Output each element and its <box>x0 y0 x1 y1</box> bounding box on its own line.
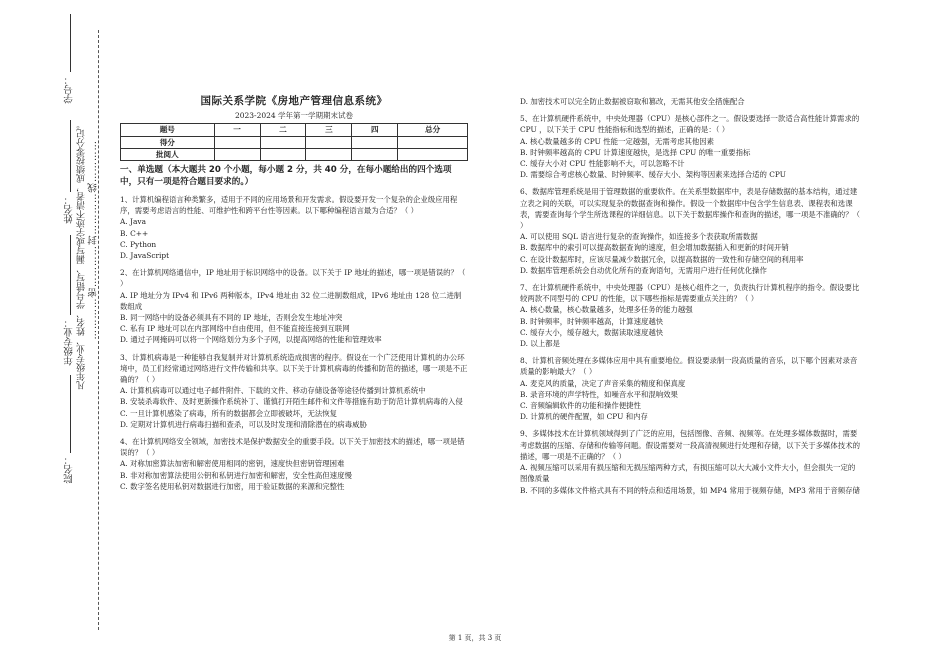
answer-option: A. 计算机病毒可以通过电子邮件附件、下载的文件、移动存储设备等途径传播到计算机系统中 <box>120 386 426 396</box>
school-label: 院名： <box>64 455 75 484</box>
score-cell <box>214 136 260 148</box>
th-1: 一 <box>214 124 260 136</box>
name-blank <box>70 120 71 192</box>
answer-option: B. 录音环境的声学特性，如噪音水平和混响效果 <box>520 389 678 399</box>
question <box>520 186 860 276</box>
answer-option: D. 数据库管理系统会自动优化所有的查询语句，无需用户进行任何优化操作 <box>520 265 767 275</box>
answer-option: C. 私有 IP 地址可以在内部网络中自由使用，但不能直接连接到互联网 <box>120 324 350 334</box>
page-footer: 第 1 页，共 3 页 <box>448 634 502 642</box>
student-no-blank <box>70 14 71 72</box>
answer-option: B. 时钟频率越高的 CPU 计算速度越快，是选择 CPU 的唯一重要指标 <box>520 147 751 157</box>
answer-option: B. 同一网络中的设备必须具有不同的 IP 地址，否则会发生地址冲突 <box>120 313 343 323</box>
row-label: 得分 <box>121 136 215 148</box>
grader-cell <box>306 148 352 160</box>
th-2: 二 <box>260 124 306 136</box>
exam-subtitle: 2023-2024 学年第一学期期末试卷 <box>234 111 354 121</box>
question-stem: 9、多媒体技术在计算机领域得到了广泛的应用，包括图像、音频、视频等。在处理多媒体数据时，需要考虑数据的压缩、存储和传输等问题。假设需要对一段高清视频进行处理和存储，以下关于多媒体技术的描述，哪一项是不正确的？（ ） <box>520 429 860 461</box>
question <box>520 282 860 349</box>
question <box>120 267 468 345</box>
grader-row <box>121 148 468 160</box>
answer-option: A. 核心数量越多的 CPU 性能一定越强，无需考虑其他因素 <box>520 136 715 146</box>
th-3: 三 <box>306 124 352 136</box>
right-column <box>520 96 860 496</box>
score-cell <box>398 136 468 148</box>
answer-option: B. 非对称加密算法使用公钥和私钥进行加密和解密，安全性高但速度慢 <box>120 470 352 480</box>
section-title: 一、单选题（本大题共 20 个小题，每小题 2 分，共 40 分，在每小题给出的四个选项中，只有一项是符合题目要求的。） <box>120 165 452 188</box>
answer-option: C. 在设计数据库时，应该尽量减少数据冗余，以提高数据的一致性和存储空间的利用率 <box>520 254 804 264</box>
score-table <box>120 123 468 161</box>
question-stem: 6、数据库管理系统是用于管理数据的重要软件。在关系型数据库中，表是存储数据的基本结构，通过建立表之间的关联，可以实现复杂的数据查询和操作。假设一个数据库中包含学生信息表、课程表和选课表，需要查询每个学生所选课程的详细信息。以下关于数据库操作和查询的描述，哪一项是不准确的？（ ） <box>520 187 860 231</box>
question-stem: 4、在计算机网络安全领域，加密技术是保护数据安全的重要手段。以下关于加密技术的描述，哪一项是错误的？（ ） <box>120 437 465 458</box>
th-4: 四 <box>352 124 398 136</box>
question <box>120 194 468 261</box>
answer-option: C. 缓存大小，缓存越大，数据读取速度越快 <box>520 327 664 337</box>
binding-instruction: 凡年级专业、姓名、学号错写、漏写或字迹不清者，成绩按零分记。 <box>77 120 87 390</box>
answer-option: A. 核心数量，核心数量越多，处理多任务的能力越强 <box>520 305 693 315</box>
question-stem: 2、在计算机网络通信中，IP 地址用于标识网络中的设备。以下关于 IP 地址的描述，哪一项是错误的？（ ） <box>120 268 466 289</box>
grader-cell <box>214 148 260 160</box>
exam-title: 国际关系学院《房地产管理信息系统》 <box>200 95 388 107</box>
sealing-dash-line <box>98 30 99 630</box>
answer-option: B. C++ <box>120 228 149 238</box>
answer-option: C. 数字签名使用私钥对数据进行加密，用于验证数据的来源和完整性 <box>120 481 345 491</box>
answer-option: C. 一旦计算机感染了病毒，所有的数据都会立即被破坏，无法恢复 <box>120 408 338 418</box>
answer-option: B. 不同的多媒体文件格式具有不同的特点和适用场景，如 MP4 常用于视频存储，MP3 常用于音频存储 <box>520 485 860 495</box>
answer-option: C. 音频编辑软件的功能和操作便捷性 <box>520 401 641 411</box>
score-row <box>121 136 468 148</box>
answer-option: D. 以上都是 <box>520 339 560 349</box>
score-table-header <box>121 124 468 136</box>
grade-major-label: 年级专业： <box>64 318 75 366</box>
grade-major-blank <box>70 235 71 315</box>
question <box>520 355 860 422</box>
question-stem: 3、计算机病毒是一种能够自我复制并对计算机系统造成损害的程序。假设在一个广泛使用计算机的办公环境中，员工们经常通过网络进行文件传输和共享。以下关于计算机病毒的传播和防范的描述，哪一项是不正确的？（ ） <box>120 352 468 385</box>
answer-option: A. 麦克风的质量，决定了声音采集的精度和保真度 <box>520 378 686 388</box>
grader-cell <box>352 148 398 160</box>
answer-option: D. 加密技术可以完全防止数据被窃取和篡改，无需其他安全措施配合 <box>520 97 745 106</box>
answer-option: A. Java <box>120 217 146 227</box>
score-cell <box>306 136 352 148</box>
answer-option: A. 视频压缩可以采用有损压缩和无损压缩两种方式，有损压缩可以大大减小文件大小，但会损失一定的图像质量 <box>520 463 856 484</box>
answer-option: C. 缓存大小对 CPU 性能影响不大，可以忽略不计 <box>520 159 685 169</box>
grader-cell <box>260 148 306 160</box>
answer-option: A. IP 地址分为 IPv4 和 IPv6 两种版本，IPv4 地址由 32 位二进制数组成，IPv6 地址由 128 位二进制数组成 <box>120 290 462 311</box>
answer-option: B. 数据库中的索引可以提高数据查询的速度，但会增加数据插入和更新的时间开销 <box>520 243 789 253</box>
question <box>520 113 860 180</box>
grader-cell <box>398 148 468 160</box>
row-label: 批阅人 <box>121 148 215 160</box>
school-blank <box>70 375 71 453</box>
question-stem: 8、计算机音频处理在多媒体应用中具有重要地位。假设要录制一段高质量的音乐，以下哪个因素对录音质量的影响最大？（ ） <box>520 356 858 377</box>
th-5: 总分 <box>398 124 468 136</box>
score-cell <box>260 136 306 148</box>
sealing-line-text: …………密…………封…………线………… <box>88 140 99 340</box>
left-question-list <box>120 194 468 492</box>
question <box>120 352 468 430</box>
answer-option: C. Python <box>120 239 157 249</box>
th-0: 题号 <box>121 124 215 136</box>
left-column <box>120 96 468 492</box>
score-cell <box>352 136 398 148</box>
question <box>520 96 860 107</box>
answer-option: D. 需要综合考虑核心数量、时钟频率、缓存大小、架构等因素来选择合适的 CPU <box>520 170 786 180</box>
student-no-label: 学号： <box>64 75 75 104</box>
answer-option: D. 计算机的硬件配置，如 CPU 和内存 <box>520 412 648 422</box>
answer-option: D. JavaScript <box>120 251 170 261</box>
answer-option: B. 安装杀毒软件、及时更新操作系统补丁、谨慎打开陌生邮件和文件等措施有助于防范计算机病毒的入侵 <box>120 397 463 407</box>
right-question-list <box>520 96 860 496</box>
answer-option: A. 对称加密算法加密和解密使用相同的密钥，速度快但密钥管理困难 <box>120 459 345 469</box>
question-stem: 1、计算机编程语言种类繁多，适用于不同的应用场景和开发需求。假设要开发一个复杂的企业级应用程序，需要考虑语言的性能、可维护性和跨平台性等因素。以下哪种编程语言最为合适？（ ） <box>120 195 458 216</box>
answer-option: B. 时钟频率，时钟频率越高，计算速度越快 <box>520 316 664 326</box>
question-stem: 5、在计算机硬件系统中，中央处理器（CPU）是核心部件之一。假设要选择一款适合高性能计算需求的 CPU ，以下关于 CPU 性能指标和选型的描述，正确的是：（ ） <box>520 114 860 135</box>
question-stem: 7、在计算机硬件系统中，中央处理器（CPU）是核心组件之一，负责执行计算机程序的指令。假设要比较两款不同型号的 CPU 的性能，以下哪些指标是需要重点关注的？（ ） <box>520 283 860 304</box>
answer-option: D. 定期对计算机进行病毒扫描和查杀，可以及时发现和清除潜在的病毒威胁 <box>120 419 367 429</box>
question <box>120 436 468 492</box>
name-label: 姓名： <box>64 195 75 224</box>
answer-option: A. 可以使用 SQL 语言进行复杂的查询操作，如连接多个表获取所需数据 <box>520 232 758 242</box>
answer-option: D. 通过子网掩码可以将一个网络划分为多个子网，以提高网络的性能和管理效率 <box>120 335 382 345</box>
question <box>520 428 860 495</box>
